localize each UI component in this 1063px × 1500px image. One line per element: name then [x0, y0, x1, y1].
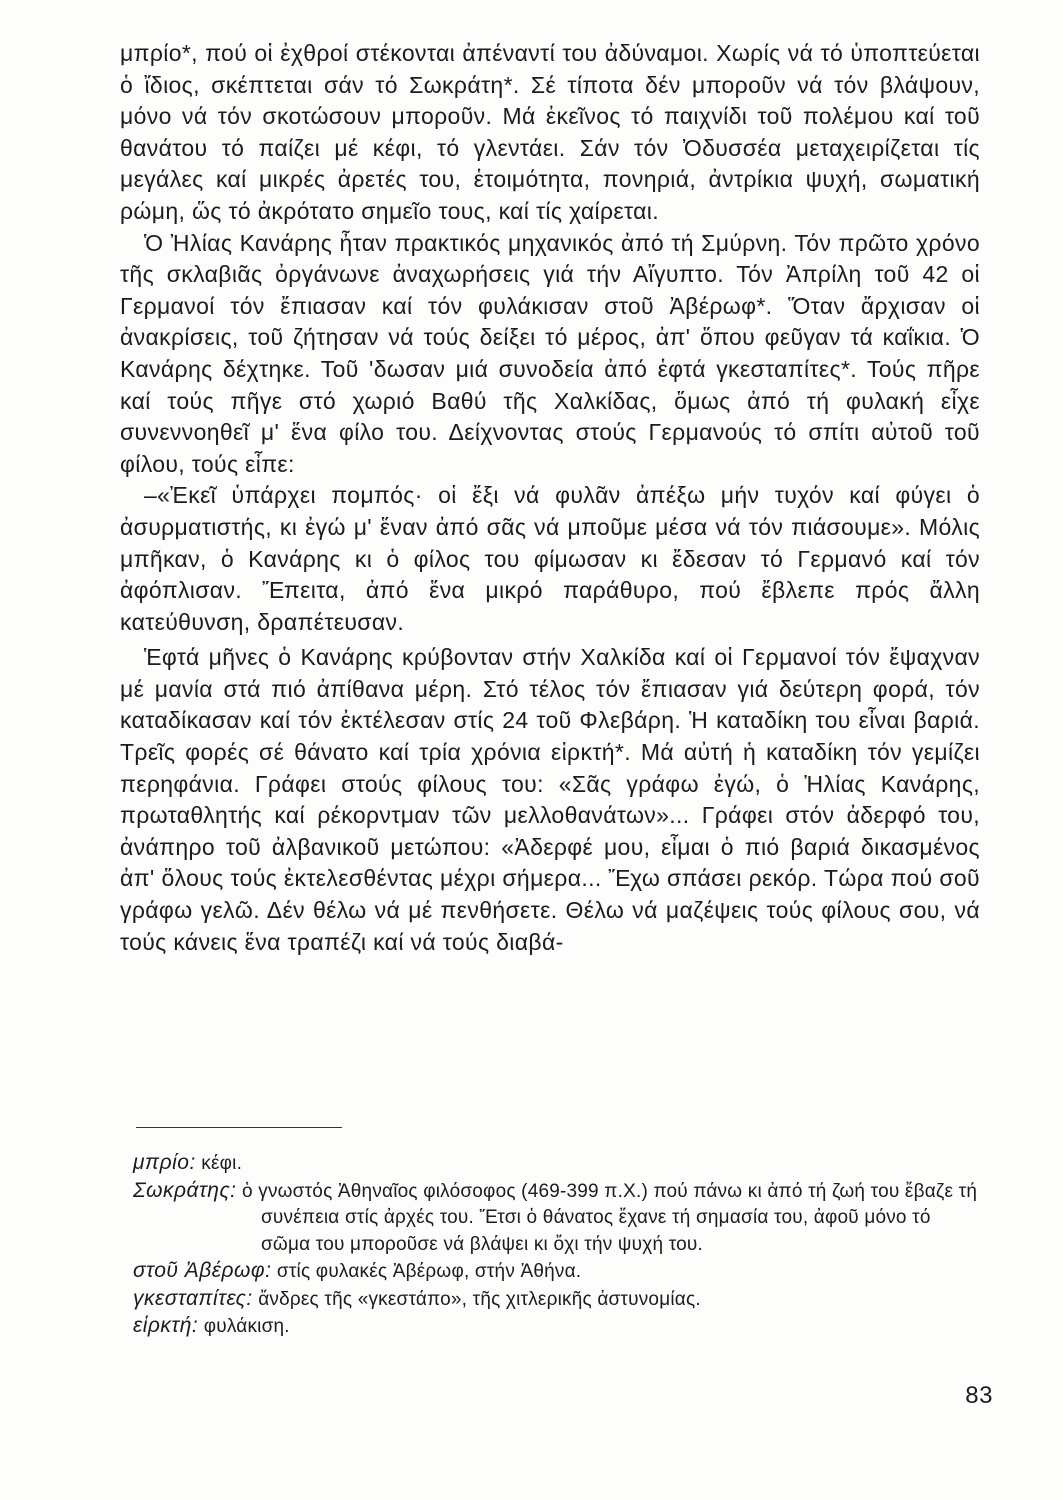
footnote-item: [133, 1150, 983, 1178]
paragraph-4: Ἑφτά μῆνες ὁ Κανάρης κρύβονταν στήν Χαλκίδα καί οἱ Γερμανοί τόν ἔψαχναν μέ μανία στά πιό ἀπίθανα μέρη. Στό τέλος τόν ἔπιασαν γιά δεύτερη φορά, τόν καταδίκασαν καί τόν ἐκτέλεσαν στίς 24 τοῦ Φλεβάρη. Ἡ καταδίκη του εἶναι βαριά. Τρεῖς φορές σέ θάνατο καί τρία χρόνια εἱρκτή*. Μά αὐτή ἡ καταδίκη τόν γεμίζει περηφάνια. Γράφει στούς φίλους του: «Σᾶς γράφω ἐγώ, ὁ Ἠλίας Κανάρης, πρωταθλητής καί ρέκορντμαν τῶν μελλοθανάτων»... Γράφει στόν ἀδερφό του, ἀνάπηρο τοῦ ἀλβανικοῦ μετώπου: «Ἀδερφέ μου, εἶμαι ὁ πιό βαριά δικασμένος ἀπ' ὅλους τούς ἐκτελεσθέντας μέχρι σήμερα... Ἔχω σπάσει ρεκόρ. Τώρα πού σοῦ γράφω γελῶ. Δέν θέλω νά μέ πενθήσετε. Θέλω νά μαζέψεις τούς φίλους σου, νά τούς κάνεις ἕνα τραπέζι καί νά τούς διαβά-: [120, 644, 980, 955]
paragraph-2: Ὁ Ἠλίας Κανάρης ἦταν πρακτικός μηχανικός ἀπό τή Σμύρνη. Τόν πρῶτο χρόνο τῆς σκλαβιᾶς ὀργάνωνε ἀναχωρήσεις γιά τήν Αἴγυπτο. Τόν Ἀπρίλη τοῦ 42 οἱ Γερμανοί τόν ἔπιασαν καί τόν φυλάκισαν στοῦ Ἀβέρωφ*. Ὅταν ἄρχισαν οἱ ἀνακρίσεις, τοῦ ζήτησαν νά τούς δείξει τό μέρος, ἀπ' ὅπου φεῦγαν τά καΐκια. Ὁ Κανάρης δέχτηκε. Τοῦ 'δωσαν μιά συνοδεία ἀπό ἑφτά γκεσταπίτες*. Τούς πῆρε καί τούς πῆγε στό χωριό Βαθύ τῆς Χαλκίδας, ὅμως ἀπό τή φυλακή εἶχε συνεννοηθεῖ μ' ἕνα φίλο του. Δείχνοντας στούς Γερμανούς τό σπίτι αὐτοῦ τοῦ φίλου, τούς εἶπε:: [120, 229, 980, 477]
footnote-term: γκεσταπίτες:: [133, 1286, 253, 1310]
footnote-definition: στίς φυλακές Ἀβέρωφ, στήν Ἀθήνα.: [276, 1261, 582, 1282]
paragraph-1: μπρίο*, πού οἱ ἐχθροί στέκονται ἀπέναντί του ἀδύναμοι. Χωρίς νά τό ὑποπτεύεται ὁ ἴδιος, σκέπτεται σάν τό Σωκράτη*. Σέ τίποτα δέν μποροῦν νά τόν βλάψουν, μόνο νά τόν σκοτώσουν μποροῦν. Μά ἐκεῖνος τό παιχνίδι τοῦ πολέμου καί τοῦ θανάτου τό παίζει μέ κέφι, τό γλεντάει. Σάν τόν Ὀδυσσέα μεταχειρίζεται τίς μεγάλες καί μικρές ἀρετές του, ἑτοιμότητα, πονηριά, ἀντρίκια ψυχή, σωματική ρώμη, ὥς τό ἀκρότατο σημεῖο τους, καί τίς χαίρεται.: [120, 40, 980, 224]
footnote-item: [133, 1286, 983, 1314]
page-number: 83: [965, 1382, 993, 1409]
footnote-term: εἱρκτή:: [133, 1314, 199, 1337]
footnote-separator: [136, 1127, 342, 1128]
footnote-term: μπρίο:: [133, 1151, 196, 1174]
footnote-definition: κέφι.: [201, 1153, 243, 1174]
footnote-item: [133, 1258, 983, 1286]
main-text: [120, 38, 980, 958]
footnote-item: [133, 1178, 983, 1259]
footnotes: [133, 1150, 983, 1341]
footnote-definition: ὁ γνωστός Ἀθηναῖος φιλόσοφος (469-399 π.Χ.) πού πάνω κι ἀπό τή ζωή του ἔβαζε τή συνέπεια στίς ἀρχές του. Ἔτσι ὁ θάνατος ἔχανε τή σημασία του, ἀφοῦ μόνο τό σῶμα του μποροῦσε νά βλάψει κι ὄχι τήν ψυχή του.: [242, 1180, 978, 1255]
footnote-term: στοῦ Ἀβέρωφ:: [133, 1259, 272, 1282]
footnote-definition: φυλάκιση.: [203, 1316, 290, 1337]
footnote-term: Σωκράτης:: [133, 1178, 237, 1202]
footnote-definition: ἄνδρες τῆς «γκεστάπο», τῆς χιτλερικῆς ἀστυνομίας.: [258, 1288, 701, 1310]
footnote-item: [133, 1313, 983, 1341]
paragraph-3: –«Ἐκεῖ ὑπάρχει πομπός· οἱ ἔξι νά φυλᾶν ἀπέξω μήν τυχόν καί φύγει ὁ ἀσυρματιστής, κι ἐγώ μ' ἕναν ἀπό σᾶς νά μποῦμε μέσα νά τόν πιάσουμε». Μόλις μπῆκαν, ὁ Κανάρης κι ὁ φίλος του φίμωσαν κι ἔδεσαν τό Γερμανό καί τόν ἀφόπλισαν. Ἔπειτα, ἀπό ἕνα μικρό παράθυρο, πού ἔβλεπε πρός ἄλλη κατεύθυνση, δραπέτευσαν.: [120, 482, 980, 635]
